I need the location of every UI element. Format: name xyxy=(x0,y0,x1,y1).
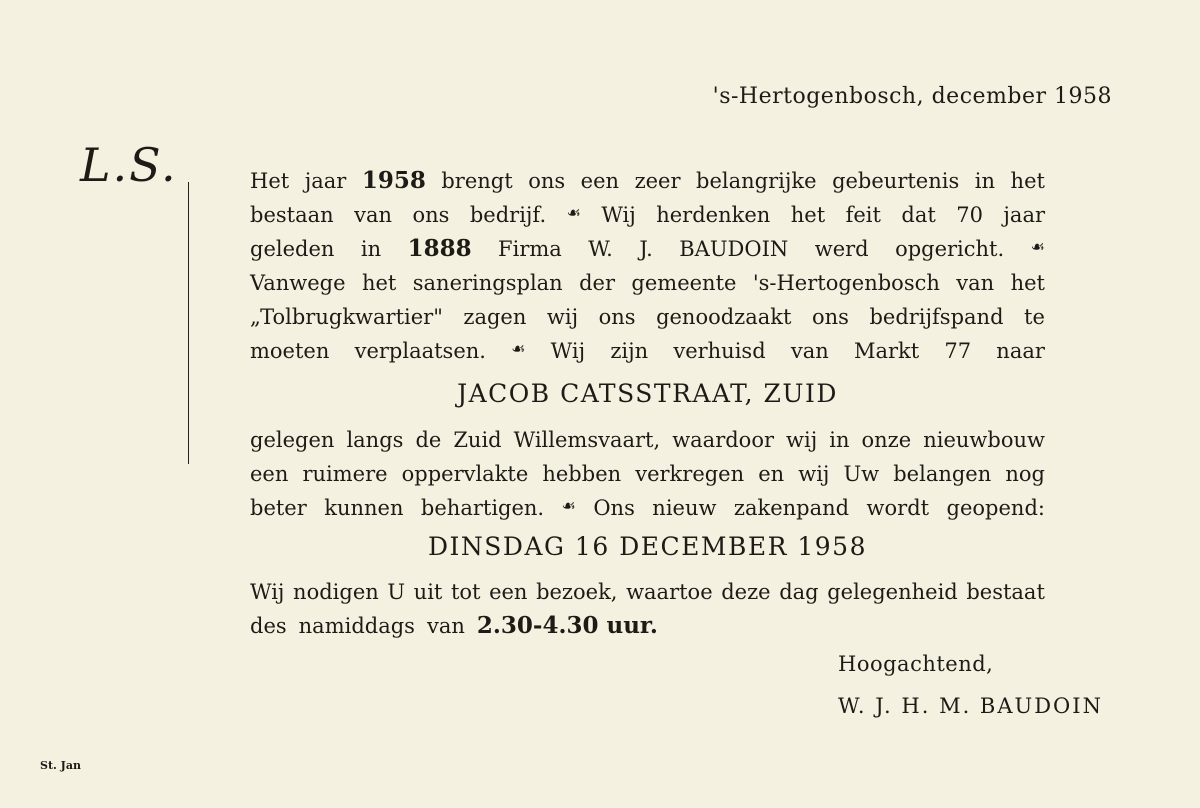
word: naar xyxy=(996,339,1045,363)
word: 77 xyxy=(944,339,972,363)
word: gemeente xyxy=(631,271,737,295)
word: van xyxy=(956,271,995,295)
word: zagen xyxy=(463,305,527,329)
word: tot xyxy=(450,580,481,604)
word: saneringsplan xyxy=(412,271,563,295)
address-heading: JACOB CATSSTRAAT, ZUID xyxy=(457,379,838,408)
word: nieuwbouw xyxy=(923,428,1045,452)
printer-mark: St. Jan xyxy=(40,759,82,772)
word: gebeurtenis xyxy=(832,169,960,193)
word: het xyxy=(790,203,826,227)
word: het xyxy=(1010,271,1045,295)
word: belangrijke xyxy=(696,169,817,193)
word: jaar xyxy=(304,169,347,193)
text-line xyxy=(250,423,1045,457)
word: Het xyxy=(250,169,290,193)
word: oppervlakte xyxy=(401,462,529,486)
word: J. xyxy=(639,237,653,261)
word: 70 xyxy=(956,203,983,227)
word: het xyxy=(361,271,397,295)
word: een xyxy=(580,169,620,193)
word: verhuisd xyxy=(673,339,766,363)
word: geleden xyxy=(250,237,335,261)
word: belangen xyxy=(893,462,992,486)
closing: Hoogachtend, xyxy=(838,652,994,676)
word: 's-Hertogenbosch xyxy=(752,271,940,295)
word: en xyxy=(758,462,785,486)
word: bestaan xyxy=(250,203,334,227)
word: gelegen xyxy=(250,428,335,452)
word: kunnen xyxy=(324,496,404,520)
word: Ons xyxy=(593,496,635,520)
word: Wij xyxy=(250,580,285,604)
word: Markt xyxy=(853,339,920,363)
word: onze xyxy=(861,428,912,452)
word: gelegenheid xyxy=(827,580,958,604)
word: zeer xyxy=(634,169,681,193)
word: in xyxy=(360,237,382,261)
word: Wij xyxy=(601,203,636,227)
word: jaar xyxy=(1003,203,1045,227)
word: ons xyxy=(412,203,450,227)
word: bestaat xyxy=(966,580,1045,604)
word: hebben xyxy=(542,462,622,486)
clover-ornament-icon: ☙ xyxy=(561,496,576,515)
text-line xyxy=(250,609,1045,643)
word: 1888 xyxy=(407,235,472,262)
word: der xyxy=(579,271,616,295)
word: van xyxy=(790,339,829,363)
text-line xyxy=(250,266,1045,300)
word: waardoor xyxy=(672,428,775,452)
word: 1958 xyxy=(361,167,426,194)
word: Firma xyxy=(498,237,562,261)
word: Zuid xyxy=(453,428,502,452)
word: een xyxy=(250,462,289,486)
text-line xyxy=(250,300,1045,334)
word: dat xyxy=(901,203,936,227)
word: van xyxy=(426,614,465,638)
word: nieuw xyxy=(652,496,717,520)
word: werd xyxy=(814,237,869,261)
word: bezoek, xyxy=(536,580,618,604)
word: genoodzaakt xyxy=(656,305,792,329)
paragraph-2 xyxy=(250,423,1045,525)
word: Wij xyxy=(550,339,586,363)
date-heading: DINSDAG 16 DECEMBER 1958 xyxy=(428,532,867,561)
text-line xyxy=(250,334,1045,368)
date-line: 's-Hertogenbosch, december 1958 xyxy=(712,84,1112,109)
vertical-rule xyxy=(188,182,189,464)
word: ons xyxy=(528,169,566,193)
word: ons xyxy=(598,305,636,329)
text-line xyxy=(250,575,1045,609)
word: geopend: xyxy=(946,496,1045,520)
word: BAUDOIN xyxy=(679,237,789,261)
clover-ornament-icon: ☙ xyxy=(511,339,526,358)
clover-ornament-icon: ☙ xyxy=(1030,237,1045,256)
word: feit xyxy=(845,203,881,227)
word: W. xyxy=(588,237,613,261)
paragraph-1 xyxy=(250,164,1045,368)
word: uit xyxy=(413,580,443,604)
word: 2.30-4.30 uur. xyxy=(476,612,658,639)
word: te xyxy=(1024,305,1045,329)
word: een xyxy=(489,580,528,604)
word: verplaatsen. xyxy=(354,339,486,363)
word: zijn xyxy=(610,339,649,363)
signature: W. J. H. M. BAUDOIN xyxy=(838,694,1103,718)
word: de xyxy=(415,428,442,452)
word: van xyxy=(354,203,393,227)
word: namiddags xyxy=(298,614,415,638)
word: in xyxy=(974,169,996,193)
text-line xyxy=(250,491,1045,525)
word: deze xyxy=(721,580,771,604)
clover-ornament-icon: ☙ xyxy=(566,203,581,222)
word: Vanwege xyxy=(250,271,346,295)
word: ons xyxy=(811,305,849,329)
text-line xyxy=(250,232,1045,266)
word: in xyxy=(829,428,850,452)
word: het xyxy=(1010,169,1045,193)
word: U xyxy=(387,580,406,604)
word: wij xyxy=(786,428,818,452)
word: zakenpand xyxy=(733,496,850,520)
word: des xyxy=(250,614,287,638)
text-line xyxy=(250,457,1045,491)
word: wij xyxy=(546,305,579,329)
word: Willemsvaart, xyxy=(513,428,661,452)
word: herdenken xyxy=(656,203,771,227)
word: langs xyxy=(346,428,404,452)
word: behartigen. xyxy=(420,496,545,520)
text-line xyxy=(250,164,1045,198)
word: moeten xyxy=(250,339,330,363)
word: nog xyxy=(1005,462,1045,486)
word: dag xyxy=(779,580,819,604)
text-line xyxy=(250,198,1045,232)
word: Uw xyxy=(843,462,880,486)
paragraph-3 xyxy=(250,575,1045,643)
word: bedrijf. xyxy=(469,203,547,227)
word: ruimere xyxy=(302,462,388,486)
word: wij xyxy=(798,462,830,486)
word: bedrijfspand xyxy=(869,305,1004,329)
word: „Tolbrugkwartier" xyxy=(250,305,443,329)
word: opgericht. xyxy=(895,237,1005,261)
word: nodigen xyxy=(293,580,379,604)
word: verkregen xyxy=(635,462,745,486)
word: waartoe xyxy=(626,580,713,604)
salutation: L.S. xyxy=(80,138,178,192)
word: wordt xyxy=(866,496,930,520)
word: beter xyxy=(250,496,307,520)
word: brengt xyxy=(441,169,513,193)
